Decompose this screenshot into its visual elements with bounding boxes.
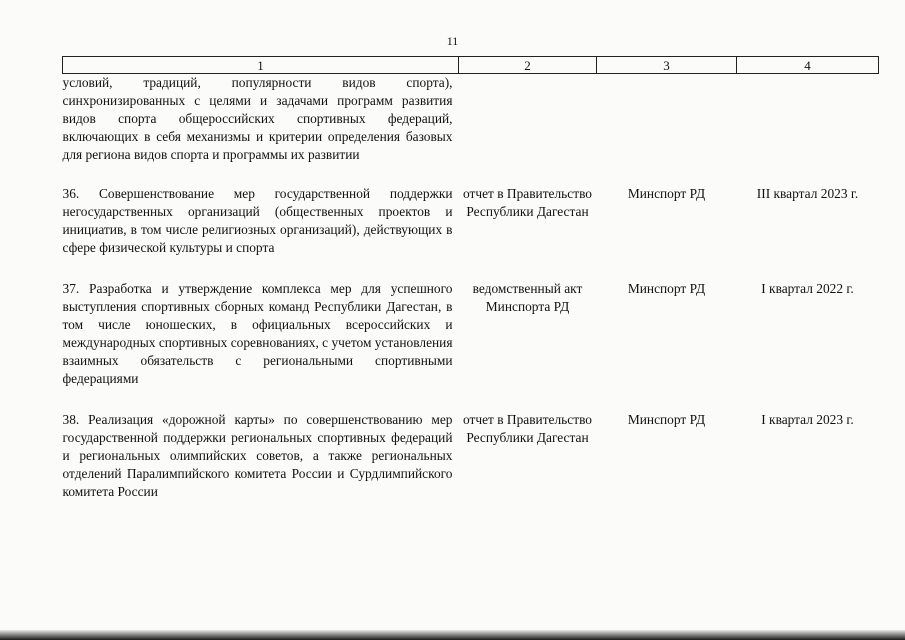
column-header-2: 2 bbox=[459, 57, 597, 74]
responsible-cell: Минспорт РД bbox=[627, 412, 706, 427]
deadline-cell: III квартал 2023 г. bbox=[756, 186, 859, 201]
deadline-cell: I квартал 2022 г. bbox=[761, 281, 854, 296]
result-cell: ведомственный акт Минспорта РД bbox=[472, 281, 583, 314]
column-header-4: 4 bbox=[737, 57, 879, 74]
table-row bbox=[63, 74, 879, 183]
measure-cell: 36. Совершенствование мер государственной поддержки негосударственных организаций (общественных проектов и инициатив, в том числе религиозных организаций), действующих в сфере физической культуры и спорта bbox=[62, 186, 453, 255]
column-header-3: 3 bbox=[597, 57, 737, 74]
measure-cell: 37. Разработка и утверждение комплекса мер для успешного выступления спортивных сборных команд Республики Дагестан, в том числе юношеских, в официальных всероссийских и международных спортивных соревнованиях, с учетом установления взаимных обязательств с региональными спортивными федерациями bbox=[62, 281, 453, 386]
result-cell: отчет в Правительство Республики Дагестан bbox=[462, 412, 593, 445]
responsible-cell: Минспорт РД bbox=[627, 186, 706, 201]
measure-cell: условий, традиций, популярности видов спорта), синхронизированных с целями и задачами программ развития видов спорта общероссийских спортивных федераций, включающих в себя механизмы и критерии определения базовых для региона видов спорта и программы их развитии bbox=[62, 75, 453, 162]
measure-cell: 38. Реализация «дорожной карты» по совершенствованию мер государственной поддержки региональных спортивных федераций и региональных олимпийских советов, а также региональных отделений Паралимпийского комитета России и Сурдлимпийского комитета России bbox=[62, 412, 453, 499]
scan-edge-shadow bbox=[0, 630, 905, 640]
column-header-1: 1 bbox=[63, 57, 459, 74]
table-row bbox=[63, 182, 879, 277]
table-row bbox=[63, 408, 879, 521]
page-number: 11 bbox=[446, 34, 459, 48]
result-cell bbox=[459, 74, 597, 183]
table-row bbox=[63, 277, 879, 408]
responsible-cell: Минспорт РД bbox=[627, 281, 706, 296]
deadline-cell: I квартал 2023 г. bbox=[761, 412, 854, 427]
deadline-cell bbox=[737, 74, 879, 183]
responsible-cell bbox=[597, 74, 737, 183]
header-row bbox=[63, 57, 879, 74]
result-cell: отчет в Правительство Республики Дагестан bbox=[462, 186, 593, 219]
plan-table bbox=[62, 56, 879, 521]
